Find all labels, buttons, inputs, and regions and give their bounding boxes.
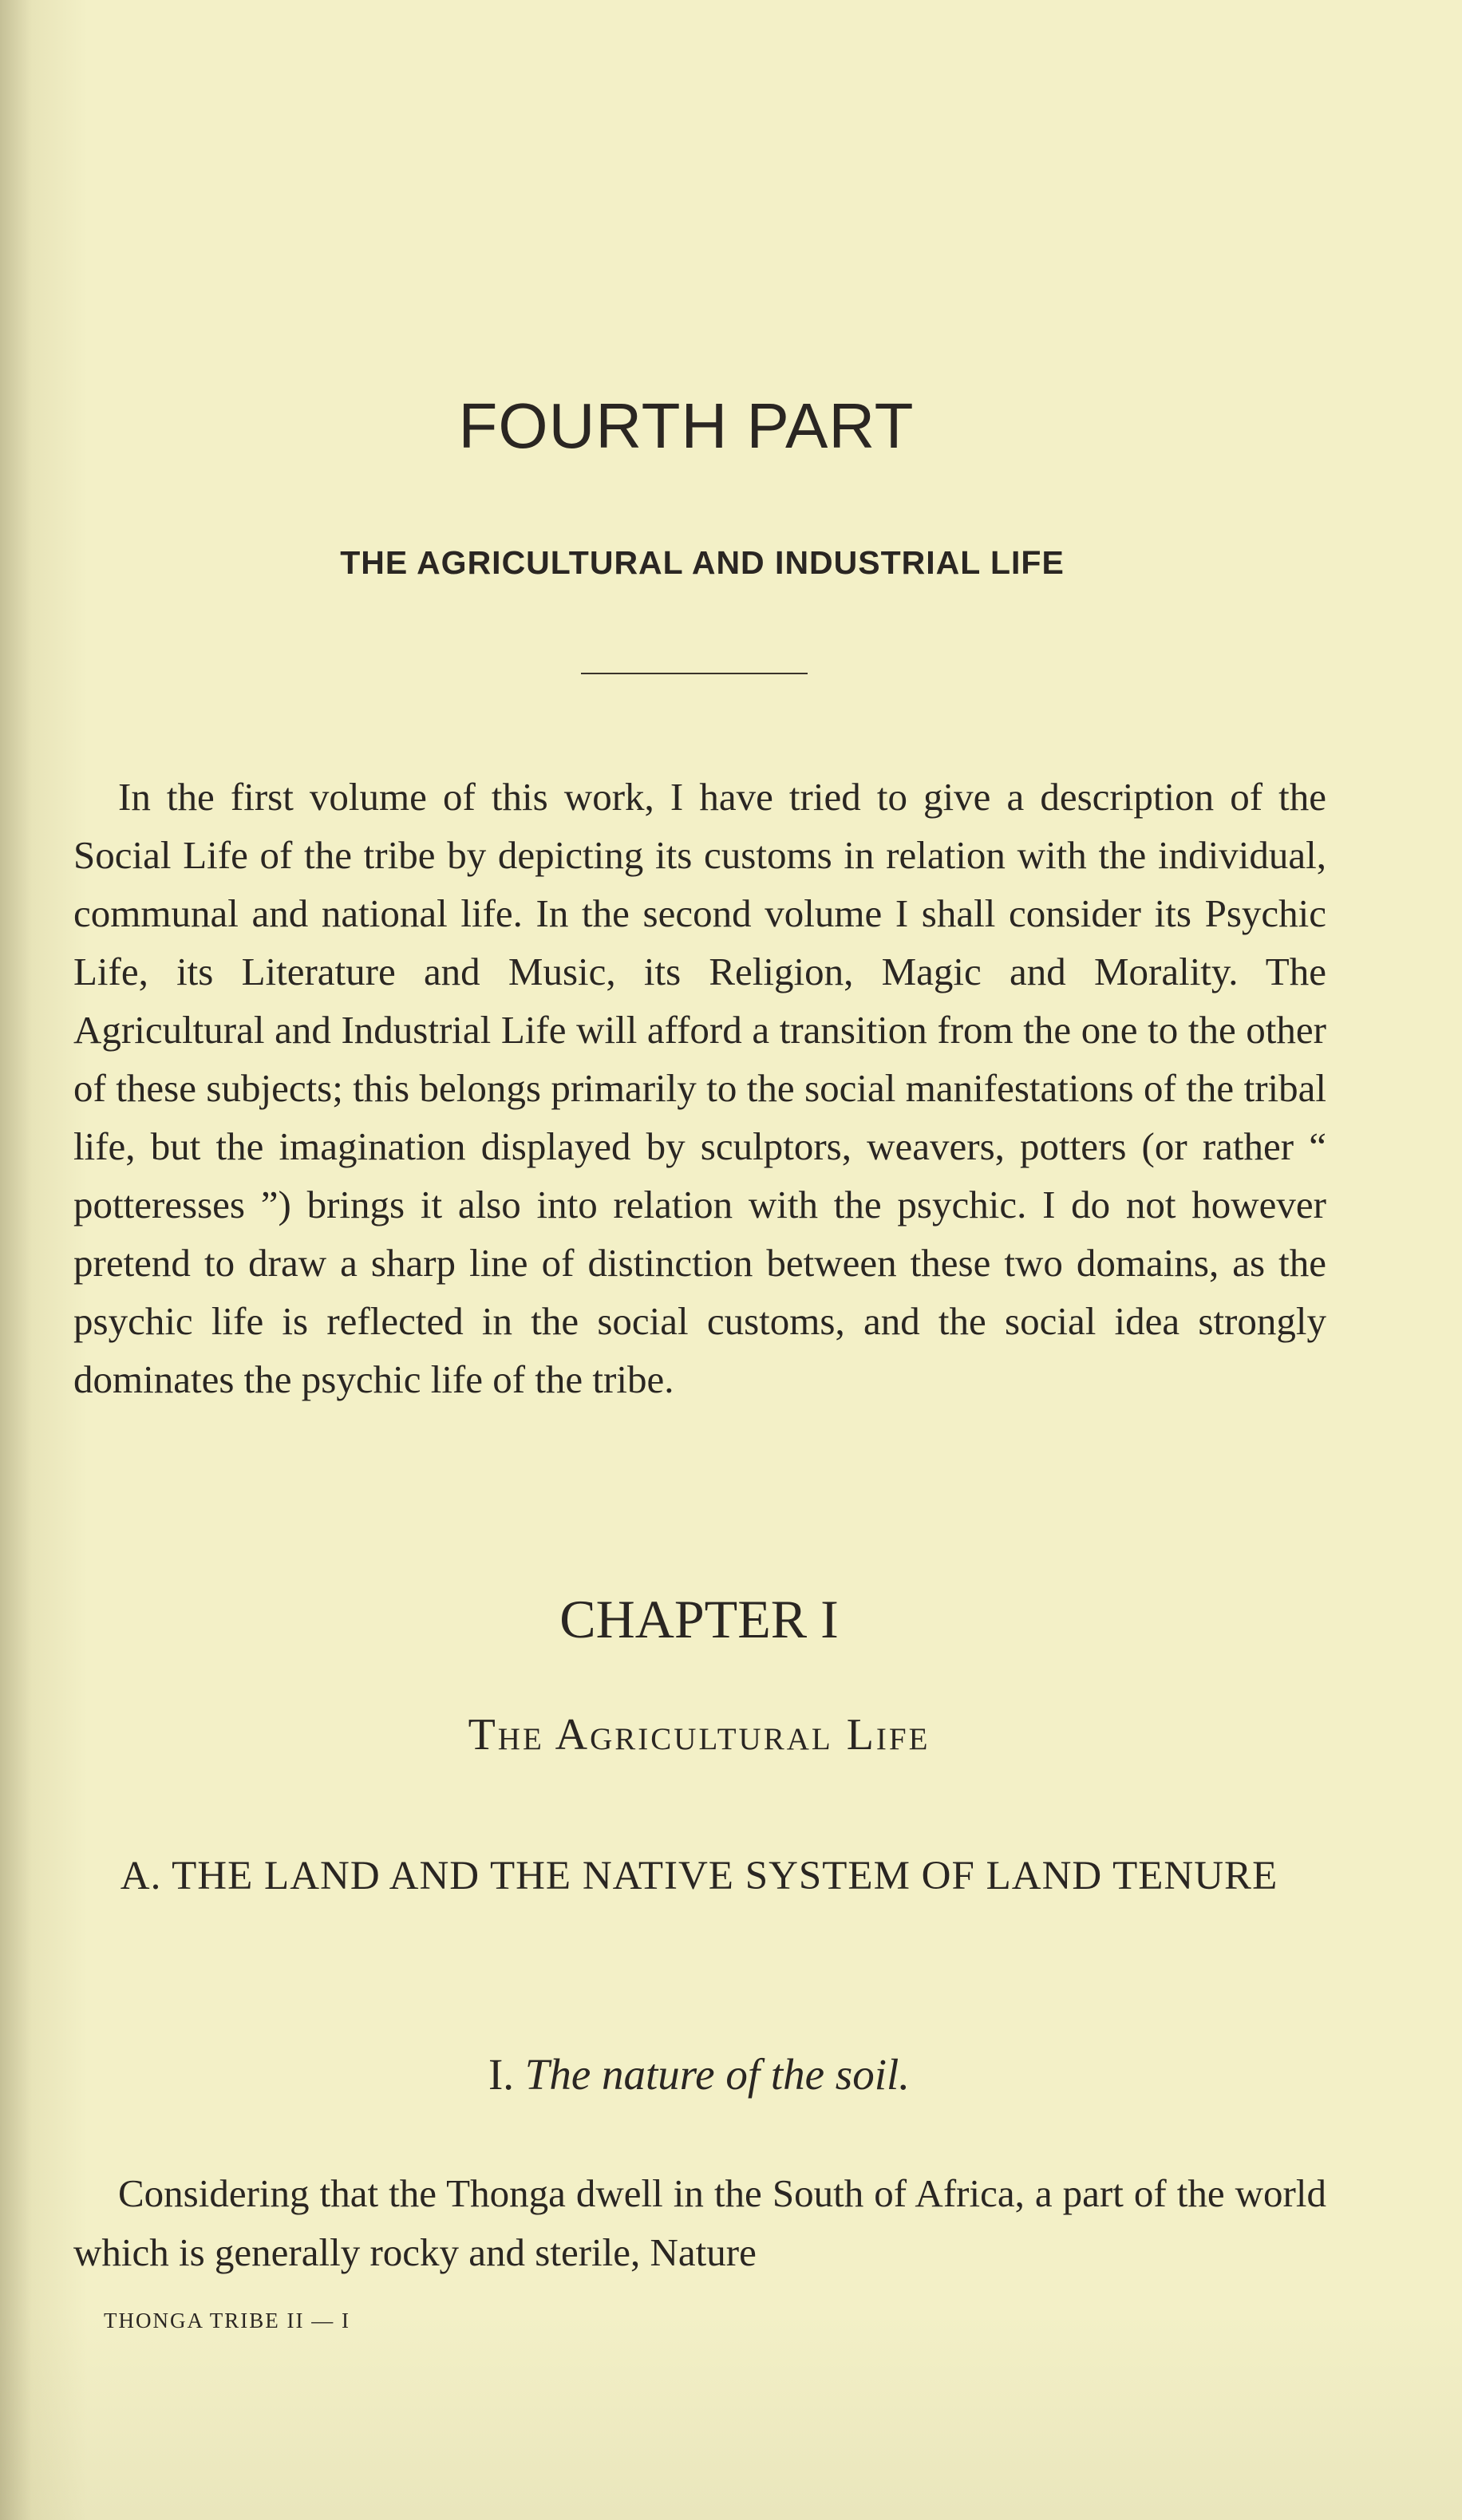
- chapter-number: CHAPTER I: [559, 1589, 839, 1649]
- subsection-title: The nature of the soil.: [524, 2050, 911, 2099]
- part-title: FOURTH PART: [458, 390, 915, 461]
- body-paragraph: Considering that the Thonga dwell in the South of Africa, a part of the world which is generally rocky and sterile, Nature: [73, 2171, 1326, 2274]
- part-subtitle: THE AGRICULTURAL AND INDUSTRIAL LIFE: [340, 544, 1065, 581]
- page-signature: THONGA TRIBE II — I: [104, 2309, 350, 2332]
- subsection-number: I.: [488, 2050, 515, 2099]
- section-title: A. THE LAND AND THE NATIVE SYSTEM OF LAND TENURE: [120, 1854, 1278, 1898]
- intro-paragraph: In the first volume of this work, I have tried to give a description of the Social Life of the tribe by depicting its customs in relation with the individual, communal and national life. In the second volume I shall consider its Psychic Life, its Literature and Music, its Religion, Magic and Morality. The Agricultural and Industrial Life will afford a transition from the one to the other of these subjects; this belongs primarily to the social manifestations of the tribal life, but the imagination displayed by sculptors, weavers, potters (or rather “ potteresses ”) brings it also into relation with the psychic. I do not however pretend to draw a sharp line of distinction between these two domains, as the psychic life is reflected in the social customs, and the social idea strongly dominates the psychic life of the tribe.: [73, 775, 1326, 1401]
- subsection-heading: [0, 2049, 1398, 2099]
- section-divider: [581, 673, 808, 674]
- chapter-title: The Agricultural Life: [468, 1710, 931, 1760]
